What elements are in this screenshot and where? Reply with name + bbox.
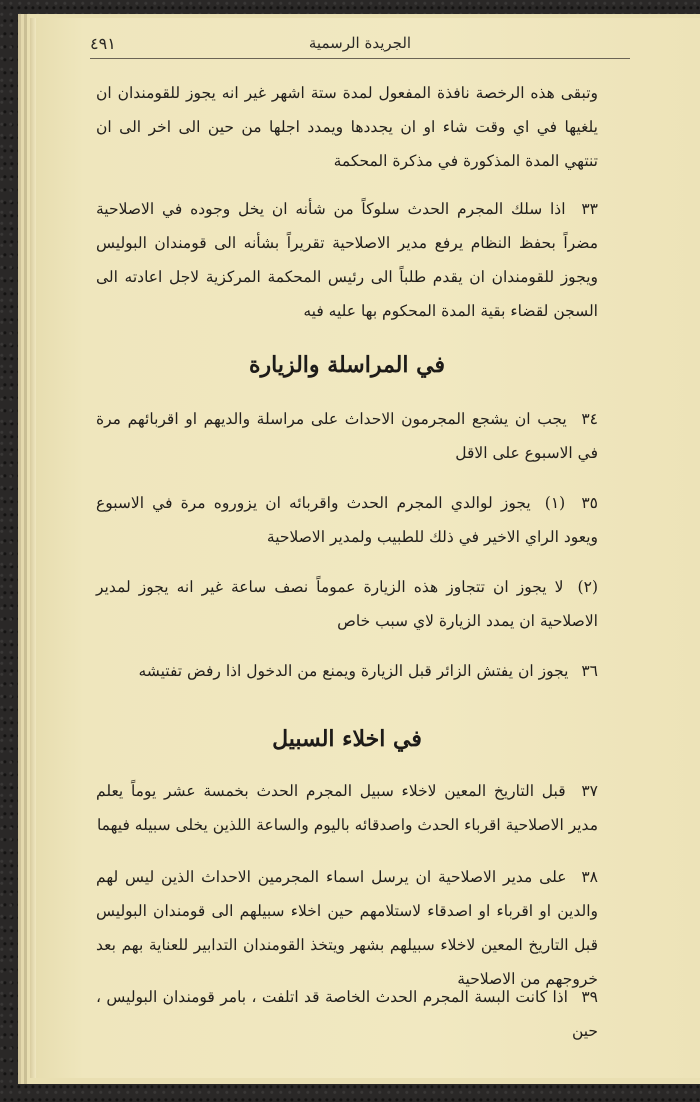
section-34 — [96, 402, 598, 470]
section-text: يجوز لوالدي المجرم الحدث واقربائه ان يزوروه مرة في الاسبوع ويعود الراي الاخير في ذلك للطبيب ولمدير الاصلاحية — [96, 494, 598, 546]
running-header — [90, 30, 630, 59]
section-text: يجب ان يشجع المجرمون الاحداث على مراسلة والديهم او اقربائهم مرة في الاسبوع على الاقل — [96, 410, 598, 462]
section-number: ٣٩ — [581, 988, 598, 1006]
section-36 — [96, 654, 598, 688]
section-39 — [96, 980, 598, 1048]
page-gutter — [30, 18, 36, 1078]
section-text: اذا كانت البسة المجرم الحدث الخاصة قد اتلفت ، بامر قومندان البوليس ، حين — [96, 988, 598, 1040]
section-text: قبل التاريخ المعين لاخلاء سبيل المجرم الحدث بخمسة عشر يوماً يعلم مدير الاصلاحية اقرباء الحدث واصدقائه باليوم والساعة اللذين يخلى سبيله فيهما — [96, 782, 598, 834]
section-38 — [96, 860, 598, 996]
heading-correspondence-visits: في المراسلة والزيارة — [248, 352, 446, 378]
section-number: ٣٣ — [581, 200, 598, 218]
section-37 — [96, 774, 598, 842]
subsection-number: (٢) — [577, 578, 598, 596]
subsection-number: (١) — [544, 494, 566, 512]
section-number: ٣٧ — [581, 782, 598, 800]
section-number: ٣٦ — [581, 662, 598, 680]
page-number: ٤٩١ — [90, 34, 116, 53]
intro-paragraph: وتبقى هذه الرخصة نافذة المفعول لمدة ستة اشهر غير انه يجوز للقومندان ان يلغيها في اي وقت شاء او ان يجددها ويمدد اجلها من حين الى اخر الى ان تنتهي المدة المذكورة في مذكرة المحكمة — [96, 84, 598, 170]
section-text: لا يجوز ان تتجاوز هذه الزيارة عموماً نصف ساعة غير انه يجوز لمدير الاصلاحية ان يمدد الزيارة لاي سبب خاص — [96, 578, 598, 630]
section-text: اذا سلك المجرم الحدث سلوكاً من شأنه ان يخل وجوده في الاصلاحية مضراً بحفظ النظام يرفع مدير الاصلاحية تقريراً بشأنه الى قومندان البوليس ويجوز للقومندان ان يقدم طلباً الى رئيس المحكمة المركزية لاجل اعادته الى السجن لقضاء بقية المدة المحكوم بها عليه فيه — [96, 200, 598, 320]
section-35-1 — [96, 486, 598, 554]
section-number: ٣٥ — [581, 494, 598, 512]
section-text: يجوز ان يفتش الزائر قبل الزيارة ويمنع من الدخول اذا رفض تفتيشه — [138, 662, 569, 680]
section-number: ٣٤ — [581, 410, 598, 428]
section-number: ٣٨ — [581, 868, 598, 886]
heading-release: في اخلاء السبيل — [272, 726, 422, 752]
section-35-2 — [96, 570, 598, 638]
section-33 — [96, 192, 598, 328]
gazette-title: الجريدة الرسمية — [308, 34, 412, 52]
section-text: على مدير الاصلاحية ان يرسل اسماء المجرمين الاحداث الذين ليس لهم والدين او اقرباء او اصدقاء لاستلامهم حين اخلاء سبيلهم الى قومندان البوليس قبل التاريخ المعين لاخلاء سبيلهم بشهر ويتخذ القومندان التدابير للعناية بهم بعد خروجهم من الاصلاحية — [96, 868, 598, 988]
